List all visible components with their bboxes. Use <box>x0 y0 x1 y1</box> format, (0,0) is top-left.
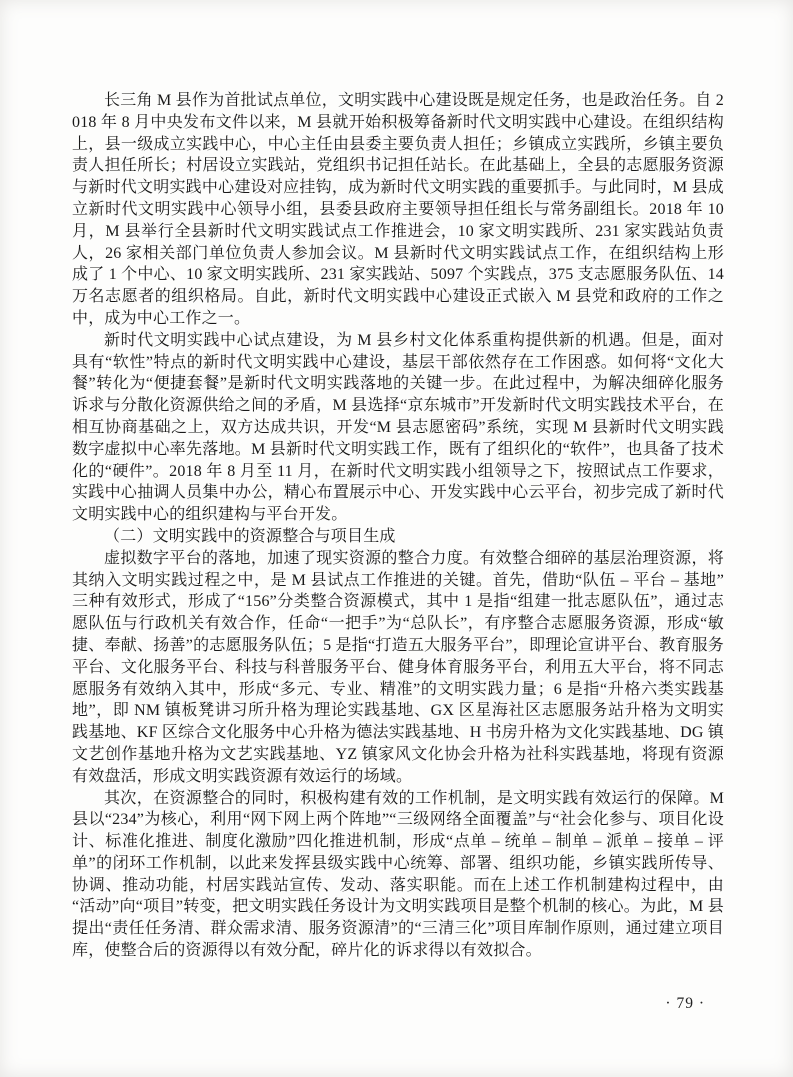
page-number: · 79 · <box>665 995 705 1012</box>
paragraph-2: 新时代文明实践中心试点建设，为 M 县乡村文化体系重构提供新的机遇。但是，面对具有“软性”特点的新时代文明实践中心建设，基层干部依然存在工作困惑。如何将“文化大餐”转化为“便捷套餐”是新时代文明实践落地的关键一步。在此过程中，为解决细碎化服务诉求与分散化资源供给之间的矛盾，M 县选择“京东城市”开发新时代文明实践技术平台，在相互协商基础之上，双方达成共识，开发“M 县志愿密码”系统，实现 M 县新时代文明实践数字虚拟中心率先落地。M 县新时代文明实践工作，既有了组织化的“软件”，也具备了技术化的“硬件”。2018 年 8 月至 11 月，在新时代文明实践小组领导之下，按照试点工作要求，实践中心抽调人员集中办公，精心布置展示中心、开发实践中心云平台，初步完成了新时代文明实践中心的组织建构与平台开发。 <box>72 331 724 524</box>
paragraph-3: 虚拟数字平台的落地，加速了现实资源的整合力度。有效整合细碎的基层治理资源，将其纳入文明实践过程之中，是 M 县试点工作推进的关键。首先，借助“队伍 – 平台 – 基地”三种有效形式，形成了“156”分类整合资源模式，其中 1 是指“组建一批志愿队伍”，通过志愿队伍与行政机关有效合作，任命“一把手”为“总队长”，有序整合志愿服务资源，形成“敏捷、奉献、扬善”的志愿服务队伍；5 是指“打造五大服务平台”，即理论宣讲平台、教育服务平台、文化服务平台、科技与科普服务平台、健身体育服务平台，利用五大平台，将不同志愿服务有效纳入其中，形成“多元、专业、精准”的文明实践力量；6 是指“升格六类实践基地”，即 NM 镇板凳讲习所升格为理论实践基地、GX 区星海社区志愿服务站升格为文明实践基地、KF 区综合文化服务中心升格为德法实践基地、H 书房升格为文化实践基地、DG 镇文艺创作基地升格为文艺实践基地、YZ 镇家风文化协会升格为社科实践基地，将现有资源有效盘活，形成文明实践资源有效运行的场域。 <box>72 549 724 785</box>
text-area <box>72 90 724 962</box>
paragraph-4: 其次，在资源整合的同时，积极构建有效的工作机制，是文明实践有效运行的保障。M 县以“234”为核心，利用“网下网上两个阵地”“三级网络全面覆盖”与“社会化参与、项目化设计、标准化推进、制度化激励”四化推进机制，形成“点单 – 统单 – 制单 – 派单 – 接单 – 评单”的闭环工作机制，以此来发挥县级实践中心统筹、部署、组织功能，乡镇实践所传导、协调、推动功能，村居实践站宣传、发动、落实职能。而在上述工作机制建构过程中，由“活动”向“项目”转变，把文明实践任务设计为文明实践项目是整个机制的核心。为此，M 县提出“责任任务清、群众需求清、服务资源清”的“三清三化”项目库制作原则，通过建立项目库，使整合后的资源得以有效分配，碎片化的诉求得以有效拟合。 <box>72 789 724 960</box>
paragraph-1: 长三角 M 县作为首批试点单位，文明实践中心建设既是规定任务，也是政治任务。自 2018 年 8 月中央发布文件以来，M 县就开始积极筹备新时代文明实践中心建设。在组织结构上，县一级成立实践中心，中心主任由县委主要负责人担任；乡镇成立实践所，乡镇主要负责人担任所长；村居设立实践站，党组织书记担任站长。在此基础上，全县的志愿服务资源与新时代文明实践中心建设对应挂钩，成为新时代文明实践的重要抓手。与此同时，M 县成立新时代文明实践中心领导小组，县委县政府主要领导担任组长与常务副组长。2018 年 10 月，M 县举行全县新时代文明实践试点工作推进会，10 家文明实践所、231 家实践站负责人，26 家相关部门单位负责人参加会议。M 县新时代文明实践试点工作，在组织结构上形成了 1 个中心、10 家文明实践所、231 家实践站、5097 个实践点，375 支志愿服务队伍、14 万名志愿者的组织格局。自此，新时代文明实践中心建设正式嵌入 M 县党和政府的工作之中，成为中心工作之一。 <box>72 92 724 327</box>
section-heading: （二）文明实践中的资源整合与项目生成 <box>104 527 396 545</box>
